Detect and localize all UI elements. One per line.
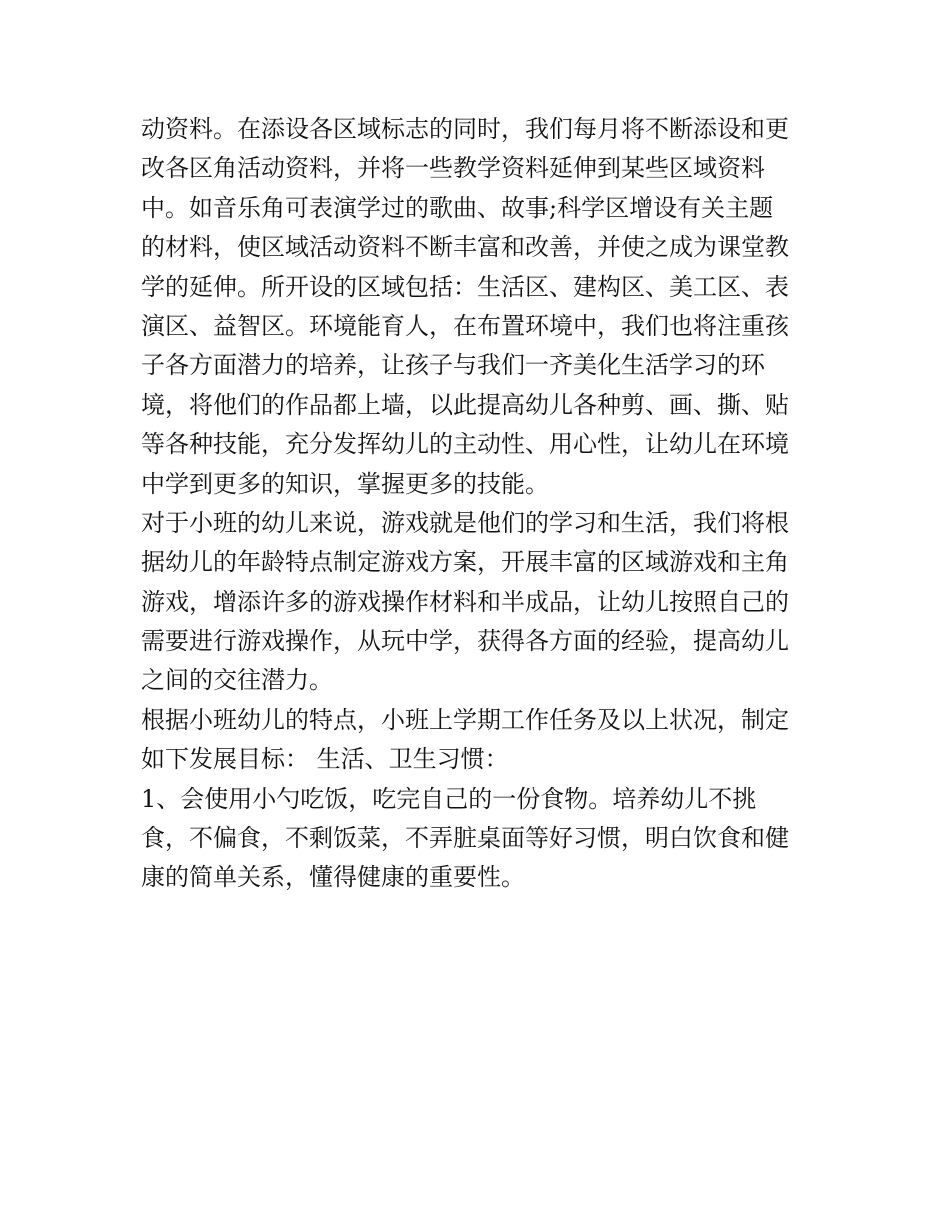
text-line: 之间的交往潜力。	[141, 666, 333, 695]
text-line: 如下发展目标： 生活、卫生习惯：	[141, 745, 509, 774]
text-line: 境，将他们的作品都上墙，以此提高幼儿各种剪、画、撕、贴	[141, 390, 789, 419]
text-line: 中学到更多的知识，掌握更多的技能。	[141, 469, 549, 498]
text-line: 康的简单关系，懂得健康的重要性。	[141, 863, 525, 892]
text-line: 动资料。在添设各区域标志的同时，我们每月将不断添设和更	[141, 115, 789, 143]
text-line: 改各区角活动资料，并将一些教学资料延伸到某些区域资料	[141, 154, 765, 183]
text-line: 对于小班的幼儿来说，游戏就是他们的学习和生活，我们将根	[141, 508, 789, 537]
text-line: 据幼儿的年龄特点制定游戏方案，开展丰富的区域游戏和主角	[141, 548, 789, 577]
text-line: 食，不偏食，不剩饭菜，不弄脏桌面等好习惯，明白饮食和健	[141, 824, 789, 853]
text-line: 游戏，增添许多的游戏操作材料和半成品，让幼儿按照自己的	[141, 587, 789, 616]
text-line: 演区、益智区。环境能育人，在布置环境中，我们也将注重孩	[141, 311, 789, 340]
text-line: 的材料，使区域活动资料不断丰富和改善，并使之成为课堂教	[141, 233, 789, 262]
text-line: 1、会使用小勺吃饭，吃完自己的一份食物。培养幼儿不挑	[141, 784, 757, 813]
document-body	[141, 110, 821, 898]
text-line: 根据小班幼儿的特点，小班上学期工作任务及以上状况，制定	[141, 705, 789, 734]
text-line: 中。如音乐角可表演学过的歌曲、故事;科学区增设有关主题	[141, 193, 774, 222]
text-line: 学的延伸。所开设的区域包括：生活区、建构区、美工区、表	[141, 272, 789, 301]
text-line: 需要进行游戏操作，从玩中学，获得各方面的经验，提高幼儿	[141, 627, 789, 656]
text-line: 等各种技能，充分发挥幼儿的主动性、用心性，让幼儿在环境	[141, 430, 789, 459]
text-line: 子各方面潜力的培养，让孩子与我们一齐美化生活学习的环	[141, 351, 765, 380]
